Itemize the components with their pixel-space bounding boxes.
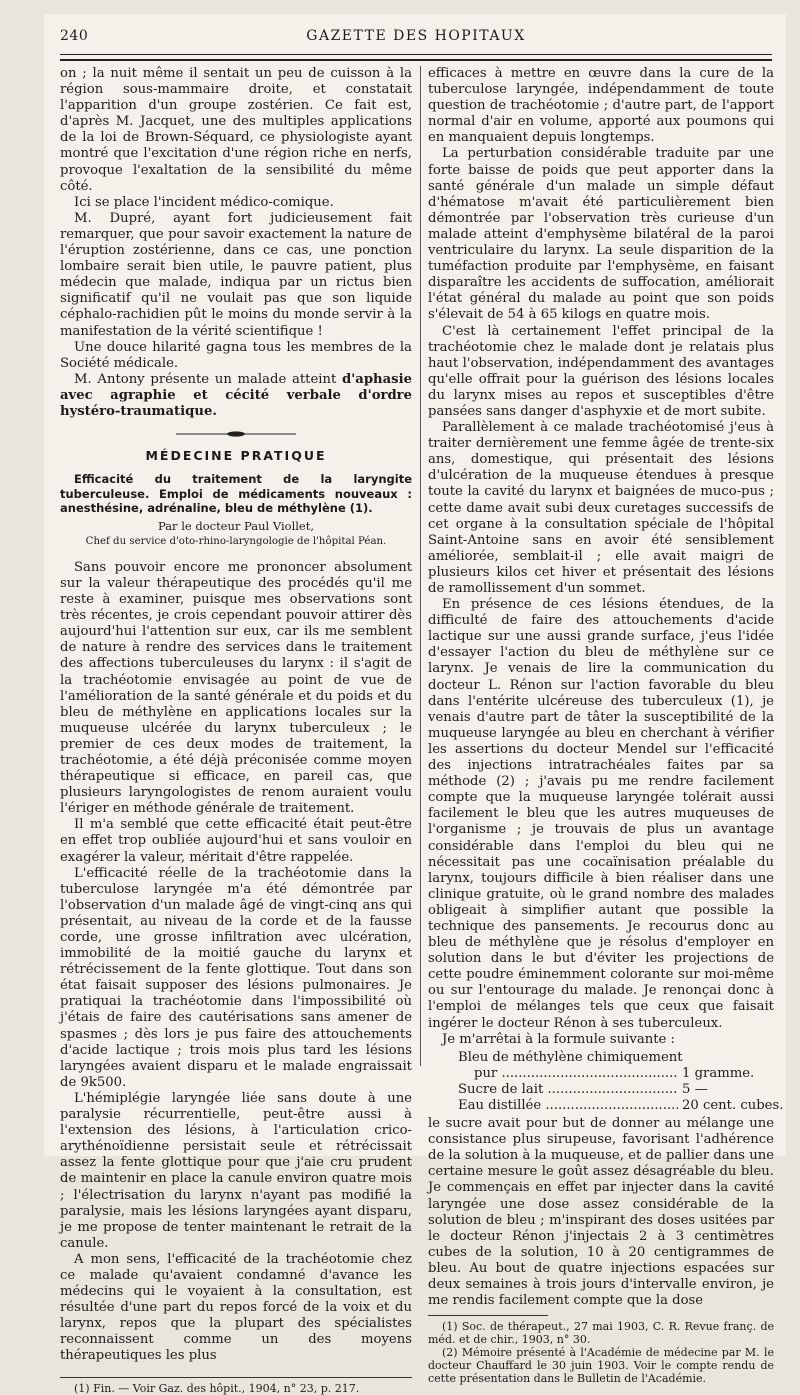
- footnote-rule: [60, 1377, 412, 1378]
- header-rule: [60, 54, 772, 61]
- footnote: (2) Mémoire présenté à l'Académie de médecine par M. le docteur Chauffard le 30 juin 1903. Voir le compte rendu de cette présentation dans le Bulletin de l'Académie.: [428, 1346, 774, 1386]
- byline-affiliation: Chef du service d'oto-rhino-laryngologie de l'hôpital Péan.: [85, 535, 387, 547]
- paragraph: Sans pouvoir encore me prononcer absolument sur la valeur thérapeutique des procédés qu'il me reste à examiner, puisque mes observations sont très récentes, je crois cependant pouvoir attirer dès aujourd'hui l'attention sur eux, car ils me semblent de nature à rendre des services dans le traitement des affections tuberculeuses du larynx : il s'agit de la trachéotomie envisagée au point de vue de l'amélioration de la santé générale et du poids et du bleu de méthylène en applications locales sur la muqueuse ulcérée du larynx tuberculeux ; le premier de ces deux modes de traitement, la trachéotomie, a été déjà préconisée comme moyen thérapeutique si efficace, en pareil cas, que plusieurs laryngologistes de renom auraient voulu l'ériger en méthode générale de traitement.: [60, 559, 412, 817]
- page-header: [60, 28, 772, 50]
- journal-title: GAZETTE DES HOPITAUX: [306, 28, 526, 44]
- footnote: (1) Soc. de thérapeut., 27 mai 1903, C. R. Revue franç. de méd. et de chir., 1903, n° 30.: [428, 1320, 774, 1347]
- page-number: 240: [60, 28, 89, 44]
- paragraph: Il m'a semblé que cette efficacité était peut-être en effet trop oubliée aujourd'hui et sans vouloir en exagérer la valeur, méritait d'être rappelée.: [60, 817, 412, 865]
- formula-block: [442, 1049, 784, 1114]
- paragraph: En présence de ces lésions étendues, de la difficulté de faire des attouchements d'acide lactique sur une aussi grande surface, j'eus l'idée d'essayer l'action du bleu de méthylène sur ce larynx. Je venais de lire la communication du docteur L. Rénon sur l'action favorable du bleu dans l'entérite ulcéreuse des tuberculeux (1), je venais d'autre part de tâter la susceptibilité de la muqueuse laryngée au bleu en cherchant à vérifier les assertions du docteur Mendel sur l'efficacité des injections intratrachéales faites par sa méthode (2) ; j'avais pu me rendre facilement compte que la muqueuse laryngée tolérait aussi facilement le bleu que les autres muqueuses de l'organisme ; je trouvais de plus un avantage considérable dans l'emploi du bleu qui ne nécessitait pas une cocaïnisation préalable du larynx, toujours difficile à bien réaliser dans une clinique gratuite, où le grand nombre des malades obligeait à simplifier autant que possible la technique des pansements. Je recourus donc au bleu de méthylène que je résolus d'employer en solution dans le but d'éviter les projections de cette poudre éminemment colorante sur moi-même ou sur l'entourage du malade. Je renonçai donc à l'emploi de mélanges tels que ceux que faisait ingérer le docteur Rénon à ses tuberculeux.: [428, 597, 774, 1031]
- formula-quantity: 20 cent. cubes.: [682, 1098, 784, 1113]
- paragraph: A mon sens, l'efficacité de la trachéotomie chez ce malade qu'avaient condamné d'avance les médecins qui le voyaient à la consultation, est résultée d'une part du repos forcé de la voix et du larynx, repos que la plupart des spécialistes reconnaissent comme un des moyens thérapeutiques les plus: [60, 1251, 412, 1364]
- formula-quantity: 5 —: [682, 1081, 708, 1097]
- paragraph: efficaces à mettre en œuvre dans la cure de la tuberculose laryngée, indépendamment de toute question de trachéotomie ; d'autre part, de l'apport normal d'air en volume, apporté aux poumons qui en manquaient depuis longtemps.: [428, 66, 774, 146]
- paragraph: Ici se place l'incident médico-comique.: [74, 194, 334, 210]
- footnote-rule: [428, 1315, 548, 1316]
- antony-bold: d'aphasie avec agraphie et cécité verbale d'ordre hystéro-traumatique.: [60, 371, 412, 419]
- formula-line: Bleu de méthylène chimiquement: [458, 1049, 683, 1065]
- formula-ingredient: Sucre de lait .....: [458, 1082, 678, 1098]
- right-column: [428, 66, 784, 1386]
- formula-ingredient: Eau distillée .....: [458, 1098, 678, 1114]
- paragraph: M. Dupré, ayant fort judicieusement fait remarquer, que pour savoir exactement la nature de l'éruption zostérienne, dans ce cas, une ponction lombaire serait bien utile, le pauvre patient, plus médecin que malade, indiqua par un rictus bien significatif qu'il ne voulait pas que son liquide céphalo-rachidien pût le moins du monde servir à la manifestation de la vérité scientifique !: [60, 210, 412, 339]
- paragraph: le sucre avait pour but de donner au mélange une consistance plus sirupeuse, favorisant l'adhérence de la solution à la muqueuse, et de pallier dans une certaine mesure le goût assez désagréable du bleu. Je commençais en effet par injecter dans la cavité laryngée une dose assez considérable de la solution de bleu ; m'inspirant des doses usitées par le docteur Rénon j'injectais 2 à 3 centimètres cubes de la solution, 10 à 20 centigrammes de bleu. Au bout de quatre injections espacées sur deux semaines à trois jours d'intervalle environ, je me rendis facilement compte que la dose: [428, 1116, 774, 1309]
- paragraph: Je m'arrêtai à la formule suivante :: [442, 1031, 675, 1047]
- byline: Par le docteur Paul Viollet,: [157, 518, 315, 533]
- formula-row: [442, 1098, 784, 1114]
- footnote: (1) Fin. — Voir Gaz. des hôpit., 1904, n° 23, p. 217.: [74, 1381, 360, 1395]
- paragraph: L'hémiplégie laryngée liée sans doute à une paralysie récurrentielle, peut-être aussi à l'extension des lésions, à l'articulation crico-arythénoïdienne persistait seule et rétrécissait assez la fente glottique pour que j'aie cru prudent de maintenir en place la canule environ quatre mois ; l'électrisation du larynx n'ayant pas modifié la paralysie, mais les lésions laryngées ayant disparu, je me propose de tenter maintenant le retrait de la canule.: [60, 1090, 412, 1251]
- section-title: MÉDECINE PRATIQUE: [145, 448, 327, 464]
- article-title: Efficacité du traitement de la laryngite tuberculeuse. Emploi de médicaments nouveaux : anesthésine, adrénaline, bleu de méthylène (1).: [60, 472, 412, 516]
- column-divider: [420, 66, 421, 1066]
- antony-prefix: M. Antony présente un malade atteint: [74, 371, 343, 387]
- formula-row: [442, 1082, 774, 1098]
- paragraph: C'est là certainement l'effet principal de la trachéotomie chez le malade dont je relatais plus haut l'observation, indépendamment des avantages qu'elle offrait pour la guérison des lésions locales du larynx mises au repos et susceptibles d'être pansées sans danger d'asphyxie et de mort subite.: [428, 323, 774, 419]
- left-column: [60, 66, 412, 1395]
- formula-ingredient: pur .....: [474, 1066, 678, 1082]
- paragraph: on ; la nuit même il sentait un peu de cuisson à la région sous-mammaire droite, et constatait l'apparition d'un groupe zostérien. Ce fait est, d'après M. Jacquet, une des multiples applications de la loi de Brown-Séquard, ce physiologiste ayant montré que l'excitation d'une région riche en nerfs, provoque l'exaltation de la sensibilité du même côté.: [60, 66, 412, 194]
- paragraph: L'efficacité réelle de la trachéotomie dans la tuberculose laryngée m'a été démontrée par l'observation d'un malade âgé de vingt-cinq ans qui présentait, au niveau de la corde et de la fausse corde, une grosse infiltration avec ulcération, immobilité de la moitié gauche du larynx et rétrécissement de la fente glottique. Tout dans son état faisait supposer des lésions pulmonaires. Je pratiquai la trachéotomie dans l'impossibilité où j'étais de faire des cautérisations sans amener de spasmes ; dès lors je pus faire des attouchements d'acide lactique ; trois mois plus tard les lésions laryngées avaient disparu et le malade engraissait de 9k500.: [60, 865, 412, 1090]
- formula-row: [442, 1066, 774, 1082]
- formula-quantity: 1 gramme.: [682, 1065, 755, 1081]
- antony-paragraph: [60, 372, 412, 420]
- section-ornament: [176, 430, 296, 438]
- paragraph: Une douce hilarité gagna tous les membres de la Société médicale.: [60, 339, 412, 371]
- newspaper-page: [44, 14, 786, 1395]
- paragraph: Parallèlement à ce malade trachéotomisé j'eus à traiter dernièrement une femme âgée de trente-six ans, domestique, qui présentait des lésions d'ulcération de la muqueuse étendues à presque toute la cavité du larynx et baignées de muco-pus ; cette dame avait subi deux curetages successifs de cet organe à la consultation spéciale de l'hôpital Saint-Antoine sans en avoir été sensiblement améliorée, semblait-il ; elle avait maigri de plusieurs kilos cet hiver et présentait des lésions de ramollissement d'un sommet.: [428, 420, 774, 596]
- paragraph: La perturbation considérable traduite par une forte baisse de poids que peut apporter dans la santé générale d'un malade un simple défaut d'hématose m'avait été particulièrement bien démontrée par l'observation très curieuse d'un malade atteint d'emphysème bilatéral de la paroi ventriculaire du larynx. La seule disparition de la tuméfaction produite par l'emphysème, en faisant disparaître les accidents de suffocation, améliorait l'état général du malade au point que son poids s'élevait de 54 à 65 kilogs en quatre mois.: [428, 146, 774, 323]
